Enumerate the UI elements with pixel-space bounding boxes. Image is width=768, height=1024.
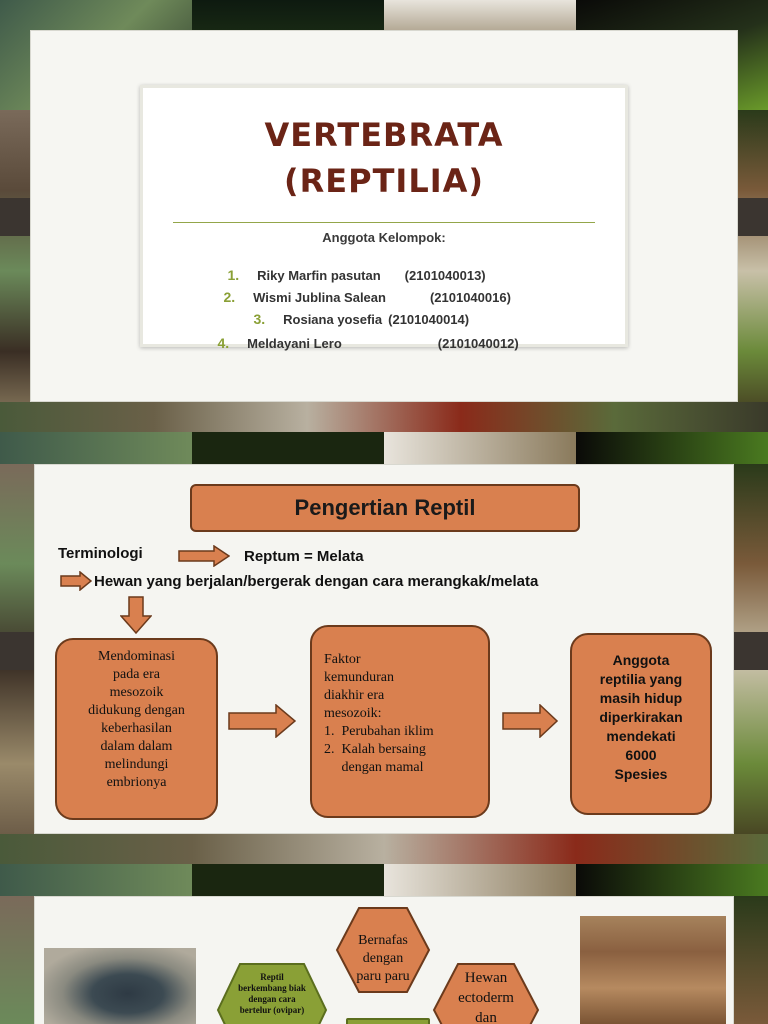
hexagon-ectoderm-text: Hewan ectoderm dan bbox=[458, 970, 514, 1024]
hexagon-partial bbox=[346, 1018, 430, 1024]
member-item: 4. Meldayani Lero (2101040012) bbox=[217, 335, 519, 351]
title-divider bbox=[173, 222, 595, 223]
member-item: 3. Rosiana yosefia (2101040014) bbox=[253, 311, 470, 327]
terminologi-value: Reptum = Melata bbox=[244, 548, 364, 565]
arrow-down-icon bbox=[120, 596, 152, 634]
arrow-right-icon bbox=[178, 545, 230, 567]
hexagon-reproduction-text: Reptil berkembang biak dengan cara bertelur (ovipar) bbox=[238, 972, 306, 1015]
info-box-species: Anggota reptilia yang masih hidup diperkirakan mendekati 6000 Spesies bbox=[570, 633, 712, 815]
member-item: 2. Wismi Jublina Salean (2101040016) bbox=[223, 289, 511, 305]
slide-2-title: Pengertian Reptil bbox=[190, 484, 580, 532]
slide-title-line1: VERTEBRATA bbox=[264, 116, 504, 154]
arrow-right-icon bbox=[60, 571, 92, 591]
arrow-right-icon bbox=[228, 704, 296, 738]
title-card bbox=[140, 85, 628, 351]
info-box-decline: Faktor kemunduran diakhir era mesozoik: 1. Perubahan iklim 2. Kalah bersaing dengan mamal bbox=[310, 625, 490, 818]
terminologi-label: Terminologi bbox=[58, 545, 143, 562]
hexagon-breathing-text: Bernafas dengan paru paru bbox=[356, 933, 410, 984]
members-label: Anggota Kelompok: bbox=[322, 230, 446, 245]
turtle-photo bbox=[44, 948, 196, 1024]
member-item: 1. Riky Marfin pasutan (2101040013) bbox=[227, 267, 486, 283]
slide-title-line2: (REPTILIA) bbox=[284, 162, 484, 200]
komodo-photo bbox=[580, 916, 726, 1024]
arrow-right-icon bbox=[502, 704, 558, 738]
info-box-dominance: Mendominasi pada era mesozoik didukung dengan keberhasilan dalam dalam melindungi embrionya bbox=[55, 638, 218, 820]
definition-text: Hewan yang berjalan/bergerak dengan cara merangkak/melata bbox=[94, 573, 539, 590]
